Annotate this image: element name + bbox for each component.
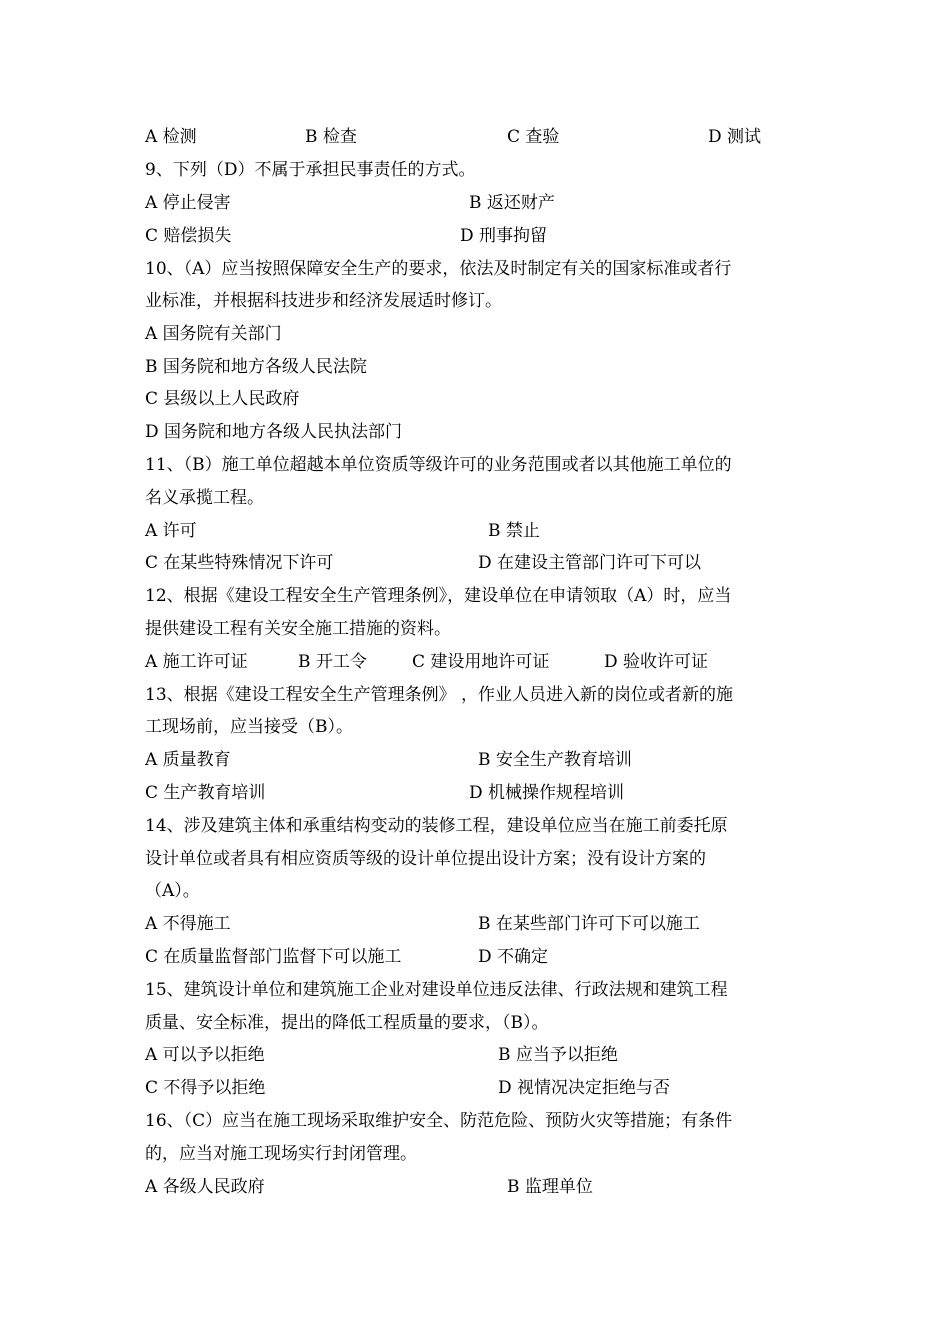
option-a: A 检测 bbox=[145, 127, 197, 147]
option-c: C 生产教育培训 bbox=[145, 783, 266, 803]
option-d: D 验收许可证 bbox=[604, 652, 709, 672]
question-text-line-2: 名义承揽工程。 bbox=[145, 488, 264, 508]
option-a: A 不得施工 bbox=[145, 914, 231, 934]
option-c: C 在质量监督部门监督下可以施工 bbox=[145, 947, 402, 967]
option-a: A 可以予以拒绝 bbox=[145, 1045, 265, 1065]
question-text-line-2: 的，应当对施工现场实行封闭管理。 bbox=[145, 1144, 417, 1164]
question-text-line-1: 10、（A）应当按照保障安全生产的要求，依法及时制定有关的国家标准或者行 bbox=[145, 259, 732, 279]
option-b: B 禁止 bbox=[488, 521, 540, 541]
option-d: D 机械操作规程培训 bbox=[469, 783, 625, 803]
option-a: A 各级人民政府 bbox=[145, 1177, 265, 1197]
option-c: C 在某些特殊情况下许可 bbox=[145, 553, 334, 573]
question-text-line-1: 14、涉及建筑主体和承重结构变动的装修工程，建设单位应当在施工前委托原 bbox=[145, 816, 728, 836]
option-b: B 返还财产 bbox=[469, 193, 555, 213]
option-d: D 国务院和地方各级人民执法部门 bbox=[145, 422, 403, 442]
question-text-line-1: 11、（B）施工单位超越本单位资质等级许可的业务范围或者以其他施工单位的 bbox=[145, 455, 732, 475]
option-c: C 不得予以拒绝 bbox=[145, 1078, 266, 1098]
question-text-line-3: （A）。 bbox=[145, 881, 200, 901]
option-d: D 不确定 bbox=[478, 947, 549, 967]
option-d: D 测试 bbox=[708, 127, 762, 147]
option-b: B 在某些部门许可下可以施工 bbox=[478, 914, 700, 934]
option-b: B 检查 bbox=[305, 127, 357, 147]
question-text-line-1: 15、建筑设计单位和建筑施工企业对建设单位违反法律、行政法规和建筑工程 bbox=[145, 980, 728, 1000]
option-c: C 建设用地许可证 bbox=[412, 652, 550, 672]
question-text-line-2: 提供建设工程有关安全施工措施的资料。 bbox=[145, 619, 451, 639]
option-a: A 许可 bbox=[145, 521, 197, 541]
option-a: A 质量教育 bbox=[145, 750, 231, 770]
question-text-line-1: 16、（C）应当在施工现场采取维护安全、防范危险、预防火灾等措施；有条件 bbox=[145, 1111, 733, 1131]
option-b: B 应当予以拒绝 bbox=[498, 1045, 618, 1065]
option-d: D 视情况决定拒绝与否 bbox=[498, 1078, 671, 1098]
option-a: A 施工许可证 bbox=[145, 652, 248, 672]
option-b: B 开工令 bbox=[298, 652, 367, 672]
option-a: A 国务院有关部门 bbox=[145, 324, 282, 344]
option-c: C 县级以上人民政府 bbox=[145, 389, 300, 409]
question-text-line-1: 13、根据《建设工程安全生产管理条例》 ，作业人员进入新的岗位或者新的施 bbox=[145, 685, 734, 705]
option-b: B 安全生产教育培训 bbox=[478, 750, 632, 770]
option-d: D 刑事拘留 bbox=[460, 226, 548, 246]
option-a: A 停止侵害 bbox=[145, 193, 231, 213]
option-d: D 在建设主管部门许可下可以 bbox=[478, 553, 702, 573]
question-text-line-2: 业标准，并根据科技进步和经济发展适时修订。 bbox=[145, 291, 502, 311]
question-text-line-2: 设计单位或者具有相应资质等级的设计单位提出设计方案；没有设计方案的 bbox=[145, 849, 706, 869]
question-text-line-2: 工现场前，应当接受（B）。 bbox=[145, 717, 353, 737]
option-c: C 查验 bbox=[507, 127, 560, 147]
option-b: B 国务院和地方各级人民法院 bbox=[145, 357, 367, 377]
option-c: C 赔偿损失 bbox=[145, 226, 232, 246]
question-text-line-1: 12、根据《建设工程安全生产管理条例》，建设单位在申请领取（A）时，应当 bbox=[145, 586, 732, 606]
question-text: 9、下列（D）不属于承担民事责任的方式。 bbox=[145, 160, 476, 180]
question-text-line-2: 质量、安全标准，提出的降低工程质量的要求，（B）。 bbox=[145, 1013, 549, 1033]
option-b: B 监理单位 bbox=[507, 1177, 593, 1197]
